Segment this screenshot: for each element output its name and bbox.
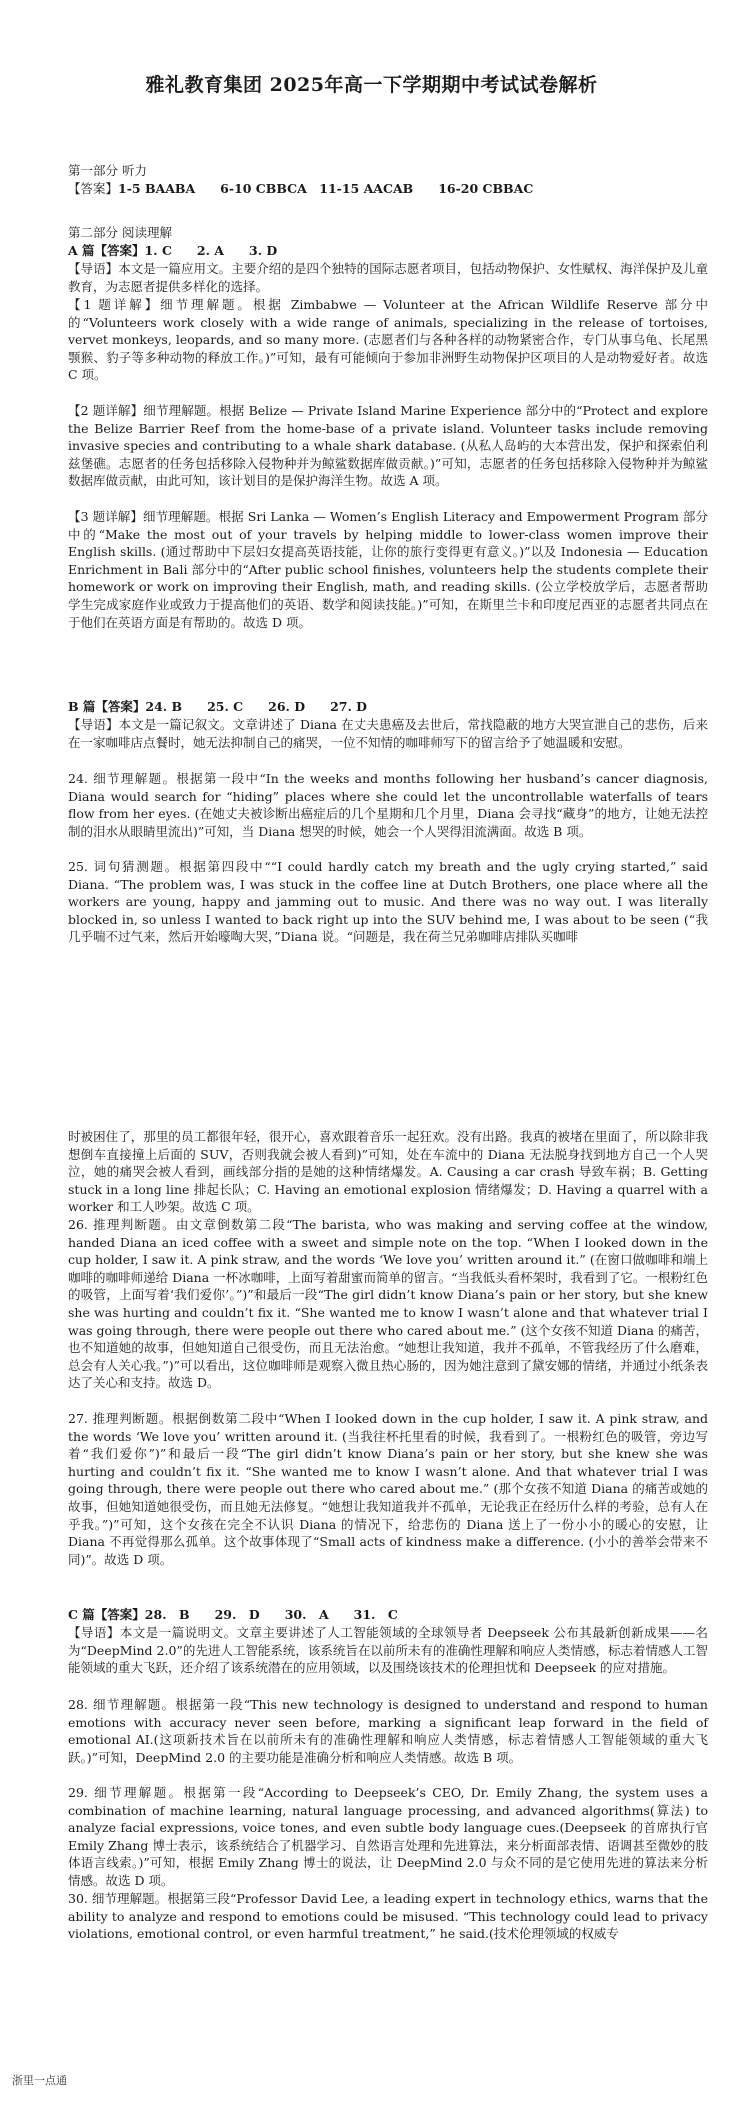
passage-b-q25-part1: 25. 词句猜测题。根据第四段中““I could hardly catch my breath and the ugly crying started,” said Diana. “The problem was, I was stuck in the coffee line at Dutch Brothers, one place where all the workers are young, happy and jamming out to music. And there was no way out. I was literally blocked in, so unless I wanted to back right up into the SUV behind me, I was about to be seen (“我几乎喘不过气来，然后开始嚎啕大哭，”Diana 说。“问题是，我在荷兰兄弟咖啡店排队买咖啡 bbox=[68, 859, 708, 945]
passage-b-q24: 24. 细节理解题。根据第一段中“In the weeks and months following her husband’s cancer diagnosis, Diana would search for “hiding” places where she could let the uncontrollable waterfalls of tears flow from her eyes. (在她丈夫被诊断出癌症后的几个星期和几个月里，Diana 会寻找“藏身”的地方，让她无法控制的泪水从眼睛里流出)”可知，当 Diana 想哭的时候，她会一个人哭得泪流满面。故选 B 项。 bbox=[68, 771, 708, 839]
part2-heading: 第二部分 阅读理解 bbox=[68, 225, 172, 240]
passage-c-intro: 【导语】本文是一篇说明文。文章主要讲述了人工智能领域的全球领导者 Deepseek 公布其最新创新成果——名为“DeepMind 2.0”的先进人工智能系统，该系统旨在以前所未有的准确性理解和响应人类情感，标志着情感人工智能领域的重大飞跃，还介绍了该系统潜在的应用领域，以及围绕该技术的伦理担忧和 Deepseek 的应对措施。 bbox=[68, 1625, 708, 1676]
passage-b-q26: 26. 推理判断题。由文章倒数第二段“The barista, who was making and serving coffee at the window, handed Diana an iced coffee with a sweet and simple note on the top. “When I looked down in the cup holder, I saw it. A pink straw, and the words ‘We love you’ written around it.” (在窗口做咖啡和端上咖啡的咖啡师递给 Diana 一杯冰咖啡，上面写着甜蜜而简单的留言。“当我低头看杯架时，我看到了它。一根粉红色的吸管，上面写着‘我们爱你’。”)”和最后一段“The girl didn’t know Diana’s pain or her story, but she knew she was hurting and couldn’t fix it. “She wanted me to know I wasn’t alone and that whatever trial I was going through, there were people out there who cared about me.” (这个女孩不知道 Diana 的痛苦，也不知道她的故事，但她知道自己很受伤，而且无法治愈。“她想让我知道，我并不孤单，不管我经历了什么磨难，总会有人关心我。”)”可以看出，这位咖啡师是观察入微且热心肠的，因为她注意到了黛安娜的情绪，并通过小纸条表达了关心和支持。故选 D。 bbox=[68, 1217, 708, 1391]
passage-c-q29: 29. 细节理解题。根据第一段“According to Deepseek’s CEO, Dr. Emily Zhang, the system uses a combination of machine learning, natural language processing, and advanced algorithms(算法) to analyze facial expressions, voice tones, and even subtle body language cues.(Deepseek 的首席执行官 Emily Zhang 博士表示，该系统结合了机器学习、自然语言处理和先进算法，来分析面部表情、语调甚至微妙的肢体语言线索。)”可知，根据 Emily Zhang 博士的说法，让 DeepMind 2.0 与众不同的是它使用先进的算法来分析情感。故选 D 项。 bbox=[68, 1785, 708, 1888]
answer-prefix: 【答案】 bbox=[68, 181, 119, 196]
passage-c-answers: C 篇【答案】28. B 29. D 30. A 31. C bbox=[68, 1607, 398, 1622]
passage-a-q1: 【1 题详解】细节理解题。根据 Zimbabwe — Volunteer at the African Wildlife Reserve 部分中的“Volunteers work closely with a wide range of animals, specializing in the release of tortoises, vervet monkeys, leopards, and so many more. (志愿者们与各种各样的动物紧密合作，专门从事乌龟、长尾黑颚猴、豹子等多种动物的释放工作。)”可知，最有可能倾向于参加非洲野生动物保护区项目的人是动物爱好者。故选 C 项。 bbox=[68, 297, 708, 383]
passage-a-q3: 【3 题详解】细节理解题。根据 Sri Lanka — Women’s English Literacy and Empowerment Program 部分中的“Make the most out of your travels by helping middle to lower-class women improve their English skills. (通过帮助中下层妇女提高英语技能，让你的旅行变得更有意义。)”以及 Indonesia — Education Enrichment in Bali 部分中的“After public school finishes, volunteers help the students complete their homework or work on improving their English, math, and reading skills. (公立学校放学后，志愿者帮助学生完成家庭作业或致力于提高他们的英语、数学和阅读技能。)”可知，在斯里兰卡和印度尼西亚的志愿者共同点在于他们在英语方面是有帮助的。故选 D 项。 bbox=[68, 509, 708, 630]
footer-watermark: 浙里一点通 bbox=[12, 2074, 67, 2087]
page-title: 雅礼教育集团 2025年高一下学期期中考试试卷解析 bbox=[145, 74, 598, 96]
passage-b-q27: 27. 推理判断题。根据倒数第二段中“When I looked down in the cup holder, I saw it. A pink straw, and the words ‘We love you’ written around it. (当我往杯托里看的时候，我看到了。一根粉红色的吸管，旁边写着“我们爱你”)”和最后一段“The girl didn’t know Diana’s pain or her story, but she knew she was hurting and couldn’t fix it. “She wanted me to know I wasn’t alone. And that whatever trial I was going through, there were people out there who cared about me.” (那个女孩不知道 Diana 的痛苦或她的故事，但她知道她很受伤，而且她无法修复。“她想让我知道我并不孤单，无论我正在经历什么样的考验，总有人在乎我。”)”可知，这个女孩在完全不认识 Diana 的情况下，给悲伤的 Diana 送上了一份小小的暖心的安慰，让 Diana 不再觉得那么孤单。这个故事体现了“Small acts of kindness make a difference. (小小的善举会带来不同)”。故选 D 项。 bbox=[68, 1411, 708, 1567]
part1-heading: 第一部分 听力 bbox=[68, 163, 147, 178]
passage-b-answers: B 篇【答案】24. B 25. C 26. D 27. D bbox=[68, 699, 368, 714]
passage-c-q30: 30. 细节理解题。根据第三段“Professor David Lee, a leading expert in technology ethics, warns that the ability to analyze and respond to emotions could be misused. “This technology could lead to privacy violations, emotional control, or even harmful treatment,” he said.(技术伦理领域的权威专 bbox=[68, 1891, 708, 1942]
passage-b-intro: 【导语】本文是一篇记叙文。文章讲述了 Diana 在丈夫患癌及去世后，常找隐蔽的地方大哭宣泄自己的悲伤，后来在一家咖啡店点餐时，她无法抑制自己的痛哭，一位不知情的咖啡师写下的留言给予了她温暖和安慰。 bbox=[68, 717, 708, 750]
passage-a-answers: A 篇【答案】1. C 2. A 3. D bbox=[68, 243, 278, 258]
passage-a-intro: 【导语】本文是一篇应用文。主要介绍的是四个独特的国际志愿者项目，包括动物保护、女性赋权、海洋保护及儿童教育，为志愿者提供多样化的选择。 bbox=[68, 261, 708, 294]
passage-a-q2: 【2 题详解】细节理解题。根据 Belize — Private Island Marine Experience 部分中的“Protect and explore the Belize Barrier Reef from the home-base of a private island. Volunteer tasks include removing invasive species and contributing to a whale shark database. (从私人岛屿的大本营出发，保护和探索伯利兹堡礁。志愿者的任务包括移除入侵物种并为鲸鲨数据库做贡献。)”可知，志愿者的任务包括移除入侵物种并为鲸鲨数据库做贡献，由此可知，该计划目的是保护海洋生物。故选 A 项。 bbox=[68, 403, 708, 489]
part1-answer-line bbox=[68, 180, 708, 198]
part1-answer-groups: 1-5 BAABA 6-10 CBBCA 11-15 AACAB 16-20 CBBAC bbox=[118, 181, 534, 196]
passage-c-q28: 28. 细节理解题。根据第一段“This new technology is designed to understand and respond to human emotions with accuracy never seen before, marking a significant leap forward in the field of emotional AI.(这项新技术旨在以前所未有的准确性理解和响应人类情感，标志着情感人工智能领域的重大飞跃。)”可知，DeepMind 2.0 的主要功能是准确分析和响应人类情感。故选 B 项。 bbox=[68, 1697, 708, 1765]
passage-b-q25-part2: 时被困住了，那里的员工都很年轻，很开心，喜欢跟着音乐一起狂欢。没有出路。我真的被堵在里面了，所以除非我想倒车直接撞上后面的 SUV，否则我就会被人看到)”可知，处在车流中的 Diana 无法脱身找到地方自己一个人哭泣，她的痛哭会被人看到，画线部分指的是她的这种情绪爆发。A. Causing a car crash 导致车祸；B. Getting stuck in a long line 排起长队；C. Having an emotional explosion 情绪爆发；D. Having a quarrel with a worker 和工人吵架。故选 C 项。 bbox=[68, 1129, 708, 1215]
